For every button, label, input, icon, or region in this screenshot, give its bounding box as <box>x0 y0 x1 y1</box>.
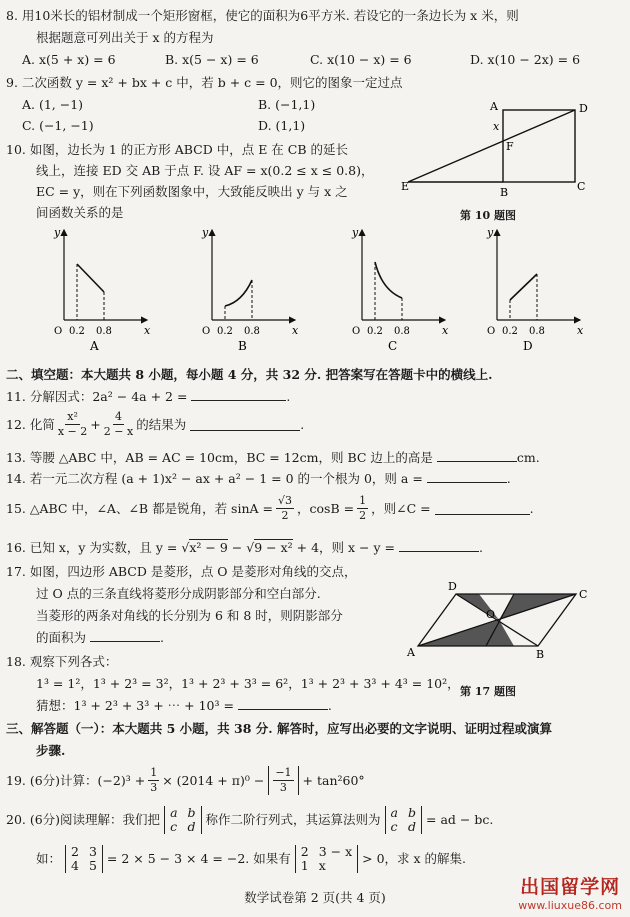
svg-text:O: O <box>202 326 211 337</box>
svg-text:x: x <box>292 324 299 337</box>
q8-option-c: C. x(10 − x) = 6 <box>310 52 412 67</box>
q17-figure <box>404 578 590 662</box>
q9-option-b: B. (−1,1) <box>258 97 316 112</box>
q8-option-d: D. x(10 − 2x) = 6 <box>470 52 581 67</box>
q9-option-a: A. (1, −1) <box>22 97 84 112</box>
svg-text:y: y <box>352 226 359 239</box>
q10-figure-caption: 第 10 题图 <box>460 209 516 222</box>
q17-line3: 当菱形的两条对角线的长分别为 6 和 8 时，则阴影部分 <box>36 608 343 623</box>
q12: 12. 化简 x² x − 2 + $\frac{4}{2 - x}$ 的结果为 . <box>6 410 305 438</box>
svg-text:O: O <box>54 326 63 337</box>
q8-line1: 8. 用10米长的铝材制成一个矩形窗框，使它的面积为6平方米. 若设它的一条边长为 x 米，则 <box>6 8 519 23</box>
svg-text:0.2: 0.2 <box>69 326 85 337</box>
q8-option-b: B. x(5 − x) = 6 <box>165 52 259 67</box>
page-footer: 数学试卷第 2 页(共 4 页) <box>244 890 386 905</box>
svg-text:A: A <box>407 646 415 659</box>
svg-text:x: x <box>442 324 449 337</box>
graph-label-b: B <box>238 339 247 353</box>
q8-option-a: A. x(5 + x) = 6 <box>22 52 116 67</box>
section2-heading: 二、填空题：本大题共 8 小题，每小题 4 分，共 32 分. 把答案写在答题卡中的横线上. <box>6 367 493 382</box>
q18-line3: 猜想：1³ + 2³ + 3³ + ⋯ + 10³ = . <box>36 698 332 713</box>
q17-line4: 的面积为 . <box>36 630 164 645</box>
q10-label-d: D <box>579 102 588 115</box>
q10-label-b: B <box>500 186 509 199</box>
q18-line2: 1³ = 1²，1³ + 2³ = 3²，1³ + 2³ + 3³ = 6²，1³ + 2³ + 3³ + 4³ = 10²，… <box>36 676 473 691</box>
svg-text:B: B <box>536 648 545 661</box>
svg-text:O: O <box>486 608 496 621</box>
graph-c <box>351 226 449 337</box>
svg-text:0.8: 0.8 <box>529 326 545 337</box>
svg-text:y: y <box>202 226 209 239</box>
q9-line1: 9. 二次函数 y = x² + bx + c 中，若 b + c = 0，则它的图象一定过点 <box>6 75 403 90</box>
q10-label-c: C <box>577 180 586 193</box>
q8-line2: 根据题意可列出关于 x 的方程为 <box>36 30 214 45</box>
section3-heading-line1: 三、解答题（一）：本大题共 5 小题，共 38 分. 解答时，应写出必要的文字说明、证明过程或演算 <box>6 721 552 736</box>
q14: 14. 若一元二次方程 (a + 1)x² − ax + a² − 1 = 0 的一个根为 0，则 a = . <box>6 471 511 486</box>
svg-text:0.2: 0.2 <box>217 326 233 337</box>
svg-text:D: D <box>448 580 457 593</box>
q16: 16. 已知 x，y 为实数，且 y = √x² − 9 − √9 − x² + 4，则 x − y = . <box>6 540 483 555</box>
q10-line3: EC = y，则在下列函数图象中，大致能反映出 y 与 x 之 <box>36 184 348 199</box>
svg-text:0.8: 0.8 <box>394 326 410 337</box>
q15: 15. △ABC 中，∠A、∠B 都是锐角，若 sinA = $\frac{√3}{2}$ ，cosB = $\frac{1}{2}$ ，则∠C = . <box>6 494 534 522</box>
svg-text:0.8: 0.8 <box>96 326 112 337</box>
graph-d <box>486 226 584 337</box>
q20-line1: 20. (6分)阅读理解：我们把 a b c d 称作二阶行列式，其运算法则为 a b c d = ad − bc. <box>6 805 494 834</box>
section3-heading-line2: 步骤. <box>36 743 66 758</box>
graph-label-d: D <box>523 339 533 353</box>
graph-a <box>53 226 151 337</box>
svg-text:C: C <box>579 588 588 601</box>
watermark-title: 出国留学网 <box>520 876 621 898</box>
q10-label-e: E <box>401 180 410 193</box>
q9-option-d: D. (1,1) <box>258 118 306 133</box>
watermark <box>518 872 622 912</box>
q18-line1: 18. 观察下列各式： <box>6 654 118 669</box>
q10-label-f: F <box>506 140 514 153</box>
svg-text:0.8: 0.8 <box>244 326 260 337</box>
q10-line1: 10. 如图，边长为 1 的正方形 ABCD 中，点 E 在 CB 的延长 <box>6 142 348 157</box>
svg-text:y: y <box>487 226 494 239</box>
q10-line2: 线上，连接 ED 交 AB 于点 F. 设 AF = x(0.2 ≤ x ≤ 0.8)， <box>36 163 374 178</box>
q10-label-x: x <box>493 120 500 133</box>
q17-figure-caption: 第 17 题图 <box>460 685 516 698</box>
watermark-url: www.liuxue86.com <box>518 899 622 912</box>
q10-figure <box>398 100 620 210</box>
graph-label-a: A <box>90 339 99 353</box>
graph-b <box>201 226 299 337</box>
q10-label-a: A <box>490 100 498 113</box>
graph-label-c: C <box>388 339 398 353</box>
q9-option-c: C. (−1, −1) <box>22 118 94 133</box>
svg-text:x: x <box>144 324 151 337</box>
svg-text:O: O <box>487 326 496 337</box>
svg-text:0.2: 0.2 <box>367 326 383 337</box>
svg-text:0.2: 0.2 <box>502 326 518 337</box>
q11: 11. 分解因式：2a² − 4a + 2 = . <box>6 389 291 404</box>
q20-line2: 如： 2 3 4 5 = 2 × 5 − 3 × 4 = −2. 如果有 2 3 − x 1 x > 0，求 x 的解集. <box>36 844 467 873</box>
q17-line1: 17. 如图，四边形 ABCD 是菱形，点 O 是菱形对角线的交点， <box>6 564 357 579</box>
q19: 19. (6分)计算：(−2)³ + $\frac{1}{3}$ × (2014 + π)⁰ − $\frac{-1}{3}$ + tan²60° <box>6 766 365 794</box>
q10-graphs <box>30 222 620 354</box>
svg-text:O: O <box>352 326 361 337</box>
q17-line2: 过 O 点的三条直线将菱形分成阴影部分和空白部分. <box>36 586 321 601</box>
svg-text:x: x <box>577 324 584 337</box>
svg-text:y: y <box>54 226 61 239</box>
q13: 13. 等腰 △ABC 中，AB = AC = 10cm，BC = 12cm，则 BC 边上的高是 cm. <box>6 450 540 465</box>
q10-line4: 间函数关系的是 <box>36 205 124 220</box>
